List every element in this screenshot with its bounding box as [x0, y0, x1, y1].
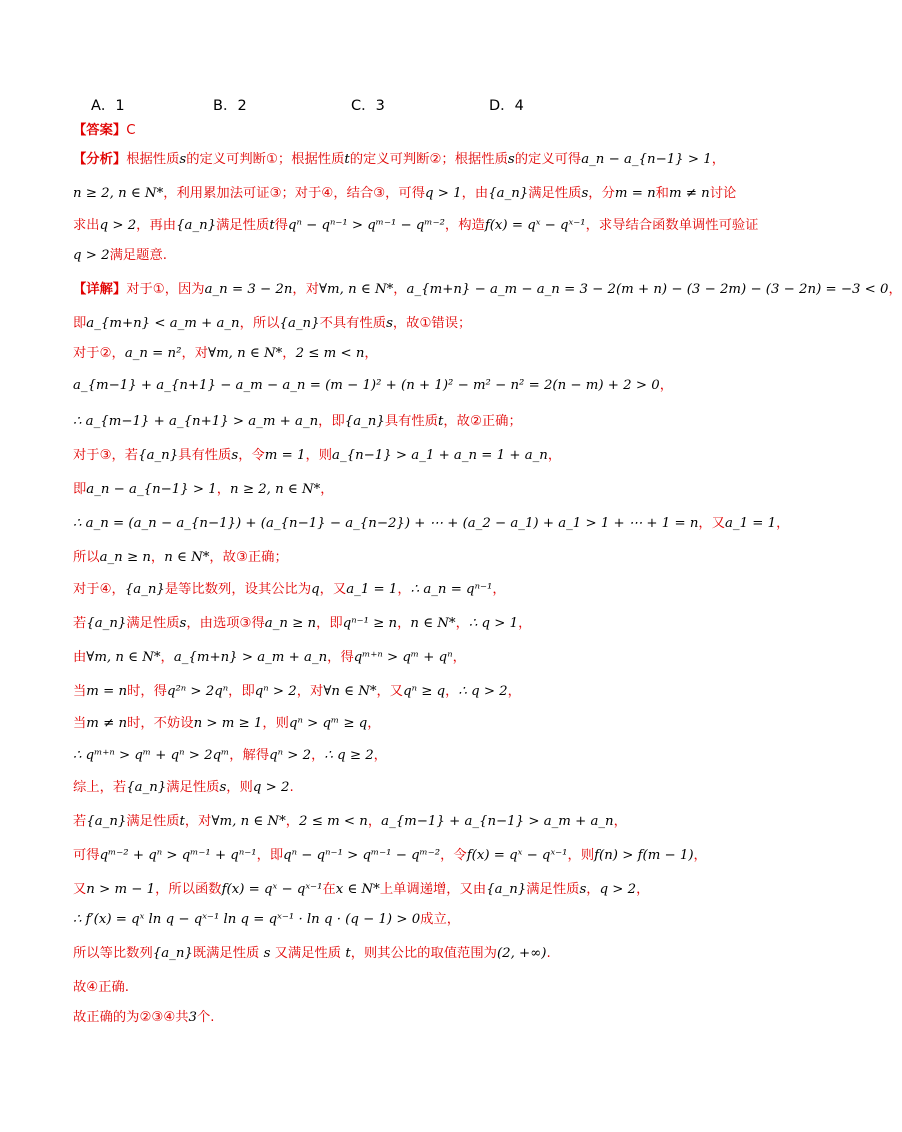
solution-line [73, 480, 733, 500]
math-expression: a_{m−1} + a_{n+1} − a_m − a_n = (m − 1)² + (n + 1)² − m² − n² = 2(n − m) + 2 > 0 [73, 378, 660, 393]
solution-text: ， [397, 616, 411, 631]
solution-text: 所以 [73, 550, 100, 565]
solution-text: 是等比数列，设其公比为 [164, 582, 312, 597]
solution-text: ，则 [262, 716, 289, 731]
math-expression: {a_n} [86, 814, 127, 829]
solution-text: 故④正确. [73, 980, 130, 995]
solution-text: ，分 [588, 186, 615, 201]
math-expression: ∴ q > 2 [458, 684, 508, 699]
solution-line [73, 614, 733, 634]
solution-text: ， [455, 616, 469, 631]
solution-text: ，求导结合函数单调性可验证 [585, 218, 759, 233]
solution-text: 即 [73, 316, 87, 331]
math-expression: t [179, 814, 185, 829]
solution-text: ， [393, 282, 407, 297]
math-expression: qⁿ⁻¹ ≥ n [342, 616, 398, 631]
math-expression: 2 ≤ m < n [295, 346, 365, 361]
math-expression: s [581, 186, 589, 201]
solution-text: 满足性质 [528, 186, 582, 201]
solution-text: 满足性质 [126, 814, 180, 829]
math-expression: qᵐ⁻² + qⁿ > qᵐ⁻¹ + qⁿ⁻¹ [99, 848, 257, 863]
solution-text: 若 [73, 616, 87, 631]
solution-text: 上单调递增，又由 [379, 882, 487, 897]
solution-text: ，所以函数 [155, 882, 222, 897]
solution-text: ，令 [440, 848, 467, 863]
math-expression: s [219, 780, 227, 795]
math-expression: {a_n} [279, 316, 320, 331]
math-expression: a_{m+n} < a_m + a_n [86, 316, 240, 331]
solution-text: 对于②， [73, 346, 125, 361]
math-expression: a_n = 3 − 2n [204, 282, 293, 297]
solution-text: ， [586, 882, 600, 897]
solution-text: ， [150, 550, 165, 565]
math-expression: f(x) = qˣ − qˣ⁻¹ [484, 218, 586, 233]
solution-text: ， [364, 346, 378, 361]
math-expression: t [345, 946, 351, 961]
solution-line [73, 412, 733, 432]
solution-text: ，则 [567, 848, 595, 863]
solution-text: ， [518, 616, 532, 631]
solution-text: 在 [322, 882, 336, 897]
math-expression: q [311, 582, 320, 597]
solution-text: 具有性质 [384, 414, 439, 429]
solution-text: ，又 [319, 582, 347, 597]
solution-text: ，则 [226, 780, 253, 795]
solution-text: ，对 [184, 814, 212, 829]
math-expression: m = n [86, 684, 128, 699]
math-expression: q > 2 [99, 218, 137, 233]
math-expression: ∴ qᵐ⁺ⁿ > qᵐ + qⁿ > 2qᵐ [73, 748, 230, 763]
solution-line [73, 344, 733, 364]
math-expression: qᵐ⁺ⁿ > qᵐ + qⁿ [353, 650, 453, 665]
math-expression: {a_n} [138, 448, 179, 463]
solution-text: ， [776, 516, 790, 531]
math-expression: f(x) = qˣ − qˣ⁻¹ [466, 848, 568, 863]
solution-text: 满足性质 [526, 882, 580, 897]
solution-text: 由 [73, 650, 87, 665]
math-expression: qⁿ > 2 [254, 684, 297, 699]
math-expression: {a_n} [486, 882, 527, 897]
solution-text: 所以等比数列 [73, 946, 153, 961]
solution-text: ，由 [461, 186, 489, 201]
option-c: C．3 [351, 98, 385, 114]
math-expression: ∴ a_n = (a_n − a_{n−1}) + (a_{n−1} − a_{n−2}) + ⋯ + (a_2 − a_1) + a_1 > 1 + ⋯ + 1 = n [73, 516, 699, 531]
solution-text: . [289, 780, 294, 795]
solution-text: ， [547, 448, 562, 463]
solution-text: ， [397, 582, 411, 597]
math-expression: t [438, 414, 444, 429]
solution-line [73, 682, 733, 702]
solution-text: 对于④， [73, 582, 125, 597]
solution-text: ， [888, 282, 902, 297]
solution-text: ，构造 [444, 218, 485, 233]
solution-text: ，即 [318, 414, 345, 429]
answer-value: C [126, 123, 136, 138]
solution-line [73, 944, 733, 964]
solution-text: 时，得 [127, 684, 167, 699]
math-expression: {a_n} [344, 414, 385, 429]
solution-text: ，得 [327, 650, 354, 665]
math-expression: q > 2 [599, 882, 637, 897]
solution-text: ，所以 [239, 316, 280, 331]
solution-text: 故正确的为②③④共 [73, 1010, 189, 1025]
solution-text: ，即 [256, 848, 284, 863]
math-expression: n > m ≥ 1 [193, 716, 263, 731]
solution-text: 和 [655, 186, 669, 201]
solution-line [73, 746, 733, 766]
solution-text: 满足性质 [216, 218, 270, 233]
solution-text: 当 [73, 684, 87, 699]
solution-text: ， [285, 814, 300, 829]
solution-line [73, 184, 737, 204]
section-tag: 【详解】 [73, 282, 127, 297]
math-expression: s [263, 946, 271, 961]
solution-text: 综上，若 [73, 780, 127, 795]
solution-text: ，由选项③得 [186, 616, 265, 631]
solution-text: ， [452, 650, 466, 665]
solution-text: 又 [73, 882, 87, 897]
section-tag: 【分析】 [73, 152, 127, 167]
math-expression: ∴ a_{m−1} + a_{n+1} > a_m + a_n [73, 414, 319, 429]
math-expression: {a_n} [152, 946, 193, 961]
math-expression: s [179, 152, 187, 167]
solution-text: 既满足性质 [192, 946, 264, 961]
math-expression: m ≠ n [668, 186, 710, 201]
math-expression: ∀m, n ∈ N* [211, 814, 286, 829]
solution-text: ， [613, 814, 627, 829]
math-expression: a_{m+n} > a_m + a_n [173, 650, 328, 665]
solution-text: ， [445, 684, 459, 699]
solution-text: ，即 [316, 616, 343, 631]
solution-text: 又满足性质 [270, 946, 346, 961]
solution-text: ，即 [228, 684, 255, 699]
solution-text: ，故③正确； [209, 550, 288, 565]
solution-text: 不具有性质 [319, 316, 387, 331]
answer-tag: 【答案】 [73, 123, 127, 138]
solution-text: ，对 [296, 684, 324, 699]
math-expression: ∀n ∈ N* [323, 684, 377, 699]
math-expression: ∴ q > 1 [468, 616, 519, 631]
math-expression: qⁿ − qⁿ⁻¹ > qᵐ⁻¹ − qᵐ⁻² [283, 848, 441, 863]
solution-line [73, 910, 733, 930]
solution-line [73, 446, 733, 466]
math-expression: n ≥ 2, n ∈ N* [73, 186, 164, 201]
solution-text: 的定义可得 [514, 152, 582, 167]
solution-text: ，则 [305, 448, 333, 463]
math-expression: qⁿ > qᵐ ≥ q [288, 716, 368, 731]
math-expression: (2, +∞) [496, 946, 547, 961]
solution-text: ，故①错误； [392, 316, 472, 331]
math-expression: ∴ q ≥ 2 [324, 748, 374, 763]
solution-text: 的定义可判断①；根据性质 [186, 152, 345, 167]
math-expression: ∴ f′(x) = qˣ ln q − qˣ⁻¹ ln q = qˣ⁻¹ · ln q · (q − 1) > 0 [73, 912, 421, 927]
math-expression: m = n [614, 186, 656, 201]
math-expression: qⁿ > 2 [269, 748, 312, 763]
math-expression: ∴ a_n = qⁿ⁻¹ [410, 582, 493, 597]
solution-text: ，又 [376, 684, 404, 699]
math-expression: q > 1 [425, 186, 462, 201]
math-expression: s [507, 152, 515, 167]
solution-text: 时，不妨设 [127, 716, 194, 731]
math-expression: m ≠ n [86, 716, 128, 731]
solution-text: 满足性质 [126, 616, 180, 631]
math-expression: a_1 = 1 [725, 516, 777, 531]
solution-line [73, 514, 790, 534]
solution-line [73, 548, 733, 568]
math-expression: s [179, 616, 187, 631]
math-expression: a_{n−1} > a_1 + a_n = 1 + a_n [332, 448, 548, 463]
solution-text: 满足性质 [166, 780, 220, 795]
answer-options [91, 94, 731, 116]
math-expression: qⁿ − qⁿ⁻¹ > qᵐ⁻¹ − qᵐ⁻² [287, 218, 445, 233]
solution-text: ， [492, 582, 506, 597]
solution-text: 的定义可判断②；根据性质 [349, 152, 508, 167]
solution-line [73, 846, 733, 866]
math-expression: {a_n} [86, 616, 127, 631]
solution-text: 可得 [73, 848, 100, 863]
math-expression: f(n) > f(m − 1) [594, 848, 694, 863]
solution-text: 得 [274, 218, 288, 233]
math-expression: a_n ≥ n [264, 616, 317, 631]
math-expression: {a_n} [488, 186, 529, 201]
math-expression: t [344, 152, 350, 167]
solution-text: ，解得 [229, 748, 270, 763]
solution-text: ， [373, 748, 387, 763]
math-expression: n > m − 1 [86, 882, 156, 897]
solution-text: ， [507, 684, 521, 699]
solution-text: ，故②正确； [443, 414, 522, 429]
solution-line [73, 246, 733, 266]
math-expression: x ∈ N* [335, 882, 380, 897]
math-expression: n ∈ N* [410, 616, 456, 631]
solution-text: 对于①，因为 [126, 282, 205, 297]
solution-text: ， [367, 716, 381, 731]
solution-text: ， [320, 482, 334, 497]
solution-text: 具有性质 [178, 448, 232, 463]
solution-text: ， [659, 378, 673, 393]
solution-line [73, 812, 733, 832]
solution-text: ， [282, 346, 296, 361]
option-b: B．2 [213, 98, 247, 114]
math-expression: a_n ≥ n [99, 550, 151, 565]
math-expression: m = 1 [264, 448, 306, 463]
solution-text: ，再由 [136, 218, 177, 233]
solution-text: 成立， [420, 912, 461, 927]
math-expression: {a_n} [176, 218, 217, 233]
math-expression: ∀m, n ∈ N* [208, 346, 283, 361]
option-a: A．1 [91, 98, 125, 114]
solution-text: ， [311, 748, 325, 763]
solution-text: 讨论 [709, 186, 737, 201]
math-expression: a_{m+n} − a_m − a_n = 3 − 2(m + n) − (3 − 2m) − (3 − 2n) = −3 < 0 [406, 282, 889, 297]
math-expression: qⁿ ≥ q [403, 684, 446, 699]
solution-line [73, 978, 733, 998]
math-expression: f(x) = qˣ − qˣ⁻¹ [221, 882, 323, 897]
solution-text: 个. [197, 1010, 215, 1025]
math-expression: s [386, 316, 393, 331]
solution-text: ，又 [698, 516, 725, 531]
solution-line [73, 216, 759, 236]
option-d: D．4 [489, 98, 524, 114]
math-expression: ∀m, n ∈ N* [319, 282, 394, 297]
solution-text: ，对 [292, 282, 320, 297]
solution-text: ， [693, 848, 707, 863]
solution-text: 根据性质 [126, 152, 180, 167]
math-expression: {a_n} [124, 582, 165, 597]
solution-text: . [546, 946, 551, 961]
solution-text: 满足题意. [109, 248, 167, 263]
math-expression: n ≥ 2, n ∈ N* [230, 482, 321, 497]
math-expression: a_n = n² [124, 346, 182, 361]
math-expression: 2 ≤ m < n [299, 814, 368, 829]
solution-line [73, 714, 733, 734]
solution-text: 求出 [73, 218, 100, 233]
math-expression: a_{m−1} + a_{n−1} > a_m + a_n [381, 814, 614, 829]
math-expression: q²ⁿ > 2qⁿ [166, 684, 229, 699]
solution-line [73, 580, 733, 600]
solution-text: ， [160, 650, 174, 665]
solution-line [73, 778, 733, 798]
solution-text: ，对 [181, 346, 209, 361]
solution-text: 即 [73, 482, 87, 497]
math-expression: n ∈ N* [164, 550, 210, 565]
solution-line [73, 648, 733, 668]
solution-text: 对于③，若 [73, 448, 139, 463]
math-expression: ∀m, n ∈ N* [86, 650, 161, 665]
solution-text: 当 [73, 716, 87, 731]
math-expression: s [231, 448, 239, 463]
solution-line [73, 150, 733, 170]
solution-text: ，则其公比的取值范围为 [350, 946, 497, 961]
solution-line [73, 1008, 733, 1028]
solution-text: ， [367, 814, 382, 829]
solution-line [73, 314, 733, 334]
solution-line [73, 280, 902, 300]
math-expression: t [269, 218, 275, 233]
solution-line [73, 880, 733, 900]
solution-text: ， [636, 882, 650, 897]
math-expression: 3 [188, 1010, 198, 1025]
solution-text: ， [216, 482, 231, 497]
solution-text: ， [711, 152, 725, 167]
math-expression: {a_n} [126, 780, 167, 795]
solution-text: ，令 [238, 448, 265, 463]
solution-text: 若 [73, 814, 87, 829]
math-expression: s [579, 882, 587, 897]
answer-line [73, 121, 733, 141]
math-expression: q > 2 [252, 780, 290, 795]
math-expression: a_1 = 1 [346, 582, 398, 597]
math-expression: a_n − a_{n−1} > 1 [86, 482, 217, 497]
solution-text: ，利用累加法可证③；对于④，结合③，可得 [163, 186, 426, 201]
solution-line [73, 376, 733, 396]
math-expression: a_n − a_{n−1} > 1 [581, 152, 712, 167]
math-expression: q > 2 [73, 248, 110, 263]
